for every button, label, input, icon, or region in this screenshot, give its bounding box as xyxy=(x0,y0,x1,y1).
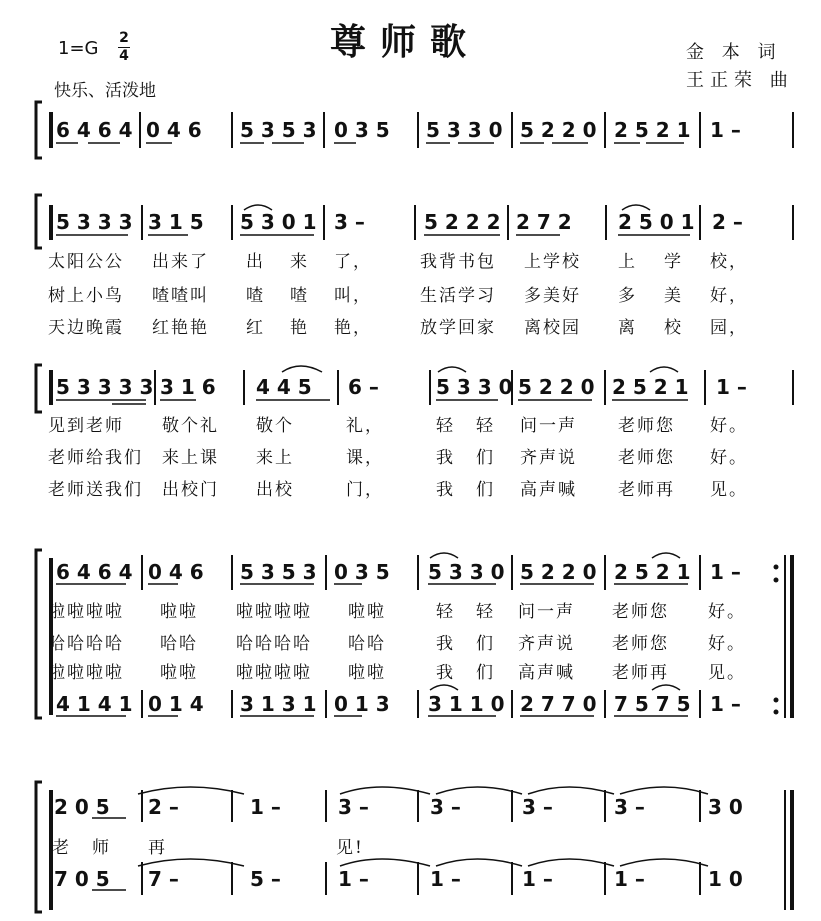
measure-notes: 1 – xyxy=(522,867,553,891)
measure-notes: 5 – xyxy=(250,867,281,891)
measure-notes: 1 – xyxy=(710,118,741,142)
lyric: 老师您 xyxy=(618,416,675,436)
measure-notes: 3 0 xyxy=(708,795,743,819)
lyric: 喳喳叫 xyxy=(152,286,209,306)
measure-notes: 0 1 4 xyxy=(148,692,204,716)
lyric: 再 xyxy=(148,838,167,858)
lyric: 多美好 xyxy=(524,286,581,306)
lyric: 离校园 xyxy=(524,318,581,338)
measure-notes: 6 4 6 4 xyxy=(56,560,133,584)
measure-notes: 1 – xyxy=(710,560,741,584)
measure-notes: 7 5 7 5 xyxy=(614,692,691,716)
lyric: 我 xyxy=(436,448,455,468)
lyric: 出校 xyxy=(256,480,294,500)
measure-notes: 6 – xyxy=(348,375,379,399)
lyric: 见到老师 xyxy=(48,416,124,436)
lyric: 美 xyxy=(664,286,683,306)
measure-notes: 3 – xyxy=(522,795,553,819)
measure-notes: 1 – xyxy=(250,795,281,819)
lyric: 啦啦啦啦 xyxy=(48,663,124,683)
lyricist-credit: 金 本 词 xyxy=(686,42,782,63)
measure-notes: 5 3 5 3 xyxy=(240,118,317,142)
measure-notes: 4 1 4 1 xyxy=(56,692,133,716)
lyric: 老 xyxy=(52,838,71,858)
lyric: 哈哈 xyxy=(160,634,198,654)
measure-notes: 5 3 3 0 xyxy=(428,560,505,584)
lyric: 离 xyxy=(618,318,637,338)
lyric: 了， xyxy=(334,252,372,272)
system-bracket xyxy=(36,195,42,248)
measure-notes: 2 5 0 1 xyxy=(618,210,695,234)
lyric: 太阳公公 xyxy=(48,252,124,272)
slur xyxy=(652,553,680,558)
lyric: 好。 xyxy=(710,416,748,436)
measure-notes: 2 – xyxy=(148,795,179,819)
lyric: 上学校 xyxy=(524,252,581,272)
measure-notes: 5 3 5 3 xyxy=(240,560,317,584)
lyric: 高声喊 xyxy=(520,480,577,500)
measure-notes: 0 3 5 xyxy=(334,560,390,584)
lyric: 齐声说 xyxy=(520,448,577,468)
lyric: 好。 xyxy=(708,634,746,654)
lyric: 喳 xyxy=(246,286,265,306)
lyric: 校 xyxy=(664,318,683,338)
lyric: 红 xyxy=(246,318,265,338)
lyric: 艳， xyxy=(334,318,372,338)
lyric: 轻 xyxy=(436,602,455,622)
lyric: 师 xyxy=(92,838,111,858)
measure-notes: 3 1 6 xyxy=(160,375,216,399)
lyric: 啦啦啦啦 xyxy=(48,602,124,622)
measure-notes: 2 5 2 1 xyxy=(612,375,689,399)
lyric: 校， xyxy=(710,252,748,272)
lyric: 礼， xyxy=(346,416,384,436)
lyric: 啦啦 xyxy=(348,663,386,683)
measure-notes: 5 2 2 0 xyxy=(518,375,595,399)
lyric: 啦啦啦啦 xyxy=(236,602,312,622)
lyric: 哈哈哈哈 xyxy=(236,634,312,654)
lyric: 生活学习 xyxy=(420,286,496,306)
lyric: 敬个礼 xyxy=(162,416,219,436)
time-signature-top: 2 xyxy=(119,30,129,46)
measure-notes: 3 1 5 xyxy=(148,210,204,234)
measure-notes: 2 7 2 xyxy=(516,210,572,234)
lyric: 啦啦 xyxy=(348,602,386,622)
lyric: 门， xyxy=(346,480,384,500)
lyric: 好。 xyxy=(710,448,748,468)
composer-credit: 王正荣 曲 xyxy=(686,70,794,91)
lyric: 们 xyxy=(476,448,495,468)
measure-notes: 7 0 5 xyxy=(54,867,110,891)
song-title: 尊师歌 xyxy=(330,21,481,63)
measure-notes: 5 2 2 0 xyxy=(520,118,597,142)
lyric: 高声喊 xyxy=(518,663,575,683)
measure-notes: 2 5 2 1 xyxy=(614,118,691,142)
measure-notes: 3 1 1 0 xyxy=(428,692,505,716)
system-3-beams xyxy=(56,400,688,404)
lyric: 老师您 xyxy=(612,634,669,654)
lyric: 学 xyxy=(664,252,683,272)
lyric: 啦啦 xyxy=(160,602,198,622)
lyric: 我 xyxy=(436,634,455,654)
measure-notes: 3 – xyxy=(338,795,369,819)
lyric: 叫， xyxy=(334,286,372,306)
lyric: 天边晚霞 xyxy=(48,318,124,338)
measure-notes: 5 3 0 1 xyxy=(240,210,317,234)
slur xyxy=(650,367,678,372)
measure-notes: 2 0 5 xyxy=(54,795,110,819)
lyric: 们 xyxy=(476,634,495,654)
lyric: 我 xyxy=(436,480,455,500)
lyric: 齐声说 xyxy=(518,634,575,654)
measure-notes: 5 2 2 0 xyxy=(520,560,597,584)
measure-notes: 0 1 3 xyxy=(334,692,390,716)
time-signature-bottom: 4 xyxy=(119,48,129,64)
key-signature: 1=G xyxy=(58,38,99,59)
lyric: 我 xyxy=(436,663,455,683)
system-bracket xyxy=(36,102,42,158)
lyric: 们 xyxy=(476,663,495,683)
system-bracket xyxy=(36,365,42,412)
lyric: 见! xyxy=(336,838,364,858)
measure-notes: 5 2 2 2 xyxy=(424,210,501,234)
lyric: 好。 xyxy=(708,602,746,622)
lyric: 出来了 xyxy=(152,252,209,272)
measure-notes: 5 3 3 0 xyxy=(426,118,503,142)
lyric: 艳 xyxy=(290,318,309,338)
measure-notes: 3 1 3 1 xyxy=(240,692,317,716)
lyric: 见。 xyxy=(710,480,748,500)
lyric: 哈哈哈哈 xyxy=(48,634,124,654)
measure-notes: 3 – xyxy=(334,210,365,234)
lyric: 上 xyxy=(618,252,637,272)
lyric: 树上小鸟 xyxy=(48,286,124,306)
measure-notes: 2 – xyxy=(712,210,743,234)
lyric: 轻 xyxy=(476,602,495,622)
lyric: 出 xyxy=(246,252,265,272)
lyric: 来 xyxy=(290,252,309,272)
measure-notes: 1 – xyxy=(430,867,461,891)
measure-notes: 1 – xyxy=(716,375,747,399)
lyric: 们 xyxy=(476,480,495,500)
measure-notes: 4 4 5 xyxy=(256,375,312,399)
lyric: 来上课 xyxy=(162,448,219,468)
measure-notes: 3 – xyxy=(430,795,461,819)
system-bracket xyxy=(36,782,42,912)
lyric: 老师您 xyxy=(612,602,669,622)
slur xyxy=(430,685,458,690)
measure-notes: 3 – xyxy=(614,795,645,819)
measure-notes: 5 3 3 3 xyxy=(56,210,133,234)
lyric: 哈哈 xyxy=(348,634,386,654)
lyric: 喳 xyxy=(290,286,309,306)
slur xyxy=(430,553,458,558)
system-bracket xyxy=(36,550,42,718)
measure-notes: 0 3 5 xyxy=(334,118,390,142)
lyric: 轻 xyxy=(476,416,495,436)
measure-notes: 6 4 6 4 xyxy=(56,118,133,142)
lyric: 多 xyxy=(618,286,637,306)
lyric: 轻 xyxy=(436,416,455,436)
lyric: 课， xyxy=(346,448,384,468)
measure-notes: 5 3 3 0 xyxy=(436,375,513,399)
lyric: 问一声 xyxy=(520,416,577,436)
slur xyxy=(438,367,466,372)
lyric: 出校门 xyxy=(162,480,219,500)
measure-notes: 2 5 2 1 xyxy=(614,560,691,584)
lyric: 问一声 xyxy=(518,602,575,622)
measure-notes: 0 4 6 xyxy=(146,118,202,142)
tempo-marking: 快乐、活泼地 xyxy=(54,81,156,101)
measure-notes: 5 3 3 3 3 xyxy=(56,375,154,399)
measure-notes: 1 0 xyxy=(708,867,743,891)
lyric: 园， xyxy=(710,318,748,338)
repeat-dots xyxy=(774,565,779,715)
lyric: 老师给我们 xyxy=(48,448,143,468)
lyric: 红艳艳 xyxy=(152,318,209,338)
measure-notes: 2 7 7 0 xyxy=(520,692,597,716)
lyric: 啦啦 xyxy=(160,663,198,683)
tie xyxy=(282,366,322,372)
lyric: 好， xyxy=(710,286,748,306)
lyric: 啦啦啦啦 xyxy=(236,663,312,683)
measure-notes: 1 – xyxy=(614,867,645,891)
lyric: 老师送我们 xyxy=(48,480,143,500)
lyric: 老师再 xyxy=(612,663,669,683)
measure-notes: 0 4 6 xyxy=(148,560,204,584)
lyric: 老师您 xyxy=(618,448,675,468)
lyric: 见。 xyxy=(708,663,746,683)
lyric: 来上 xyxy=(256,448,294,468)
lyric: 敬个 xyxy=(256,416,294,436)
measure-notes: 7 – xyxy=(148,867,179,891)
slur xyxy=(652,685,680,690)
measure-notes: 1 – xyxy=(710,692,741,716)
lyric: 老师再 xyxy=(618,480,675,500)
lyric: 我背书包 xyxy=(420,252,496,272)
lyric: 放学回家 xyxy=(420,318,496,338)
measure-notes: 1 – xyxy=(338,867,369,891)
